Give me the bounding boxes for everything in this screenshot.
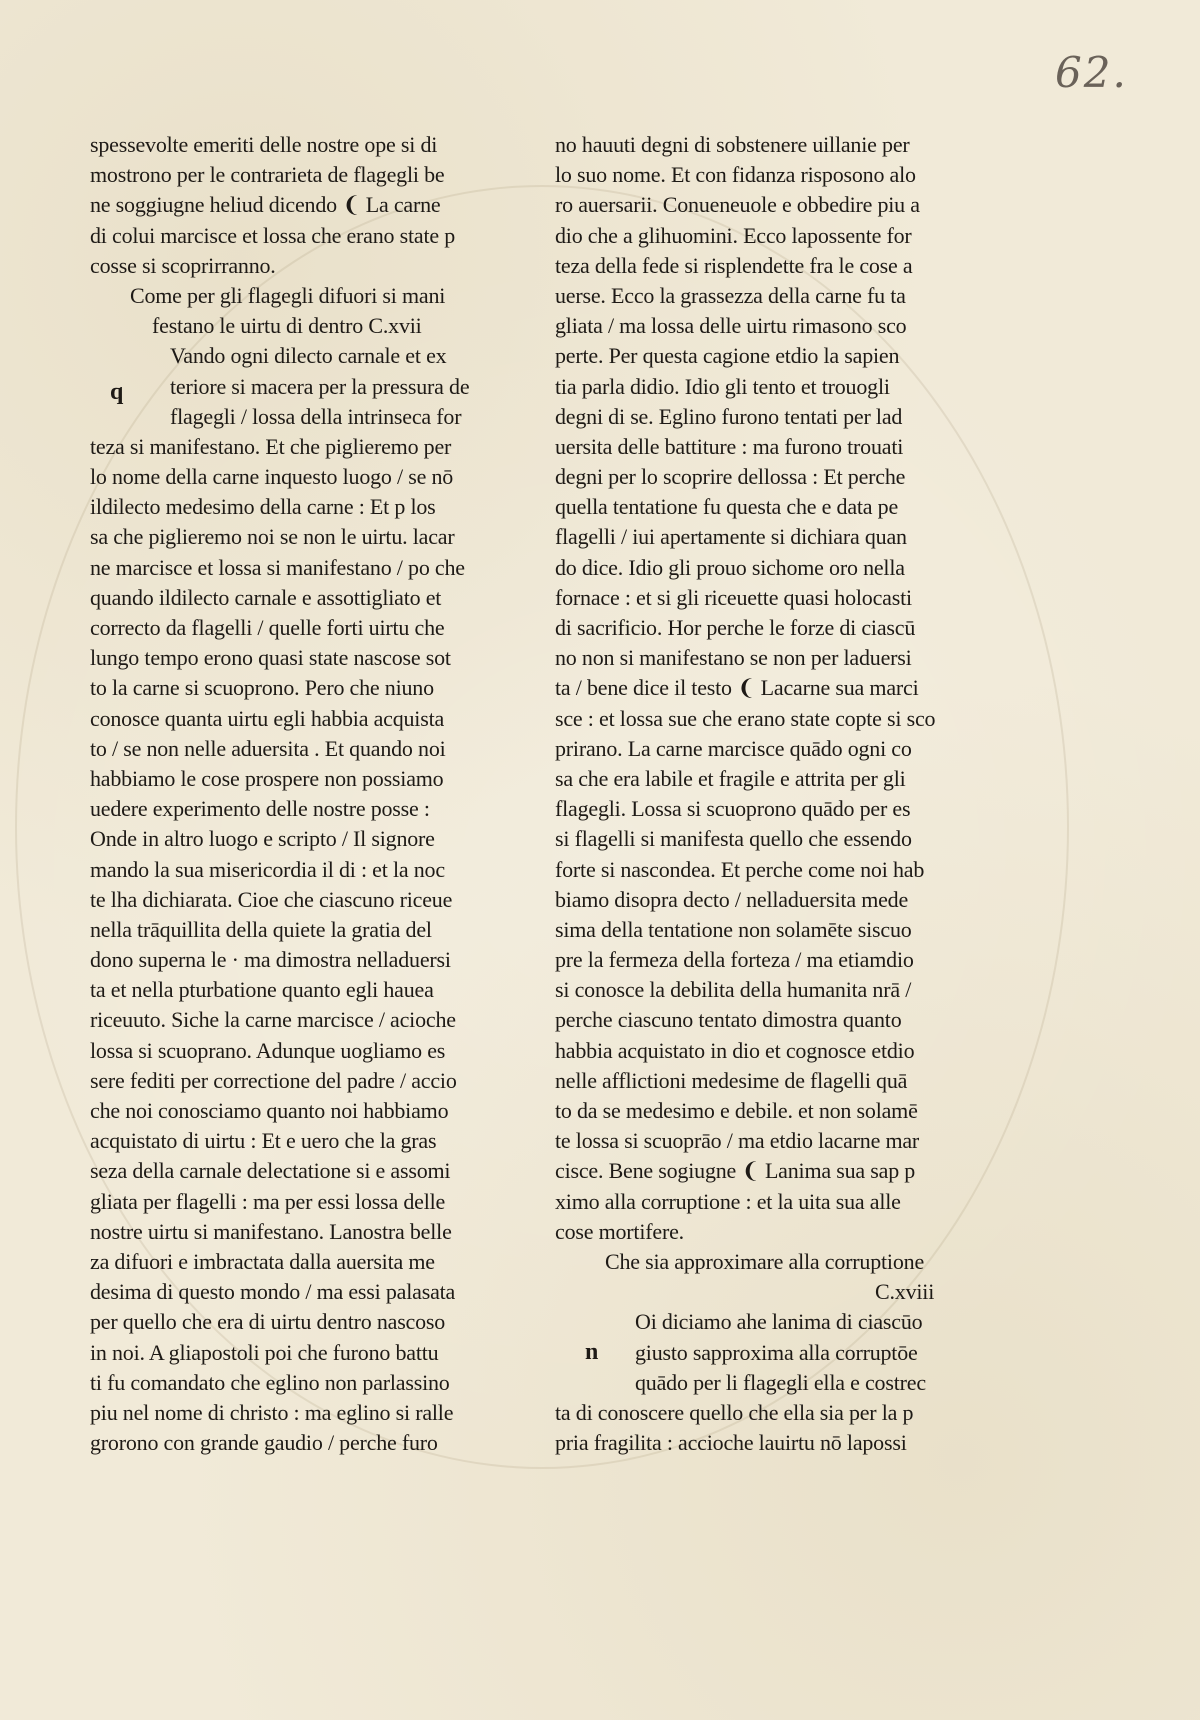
text-line: tia parla didio. Idio gli tento et trouogli (555, 373, 890, 399)
text-line: ta / bene dice il testo ❨ Lacarne sua marci (555, 675, 919, 701)
text-line: correcto da flagelli / quelle forti uirtu che (90, 615, 445, 640)
text-line: sima della tentatione non solamēte siscuo (555, 916, 912, 942)
text-line: dono superna le · ma dimostra nelladuersi (90, 947, 451, 973)
text-line: desima di questo mondo / ma essi palasata (90, 1279, 456, 1305)
text-line: riceuuto. Siche la carne marcisce / acioche (90, 1007, 456, 1033)
text-line: lossa si scuoprano. Adunque uogliamo es (90, 1037, 446, 1063)
text-line: cose mortifere. (555, 1218, 684, 1244)
text-line: ro auersarii. Conueneuole e obbedire piu a (555, 192, 920, 218)
text-line: nella trāquillita della quiete la gratia del (90, 916, 432, 942)
text-line: pria fragilita : accioche lauirtu nō lapossi (555, 1430, 907, 1456)
text-line: di sacrificio. Hor perche le forze di ciascū (555, 615, 916, 640)
text-line: sa che piglieremo noi se non le uirtu. lacar (90, 524, 455, 550)
initial-block (90, 341, 510, 432)
initial-block (555, 1307, 980, 1458)
text-line: Oi diciamo ahe lanima di ciascūo (635, 1309, 923, 1335)
text-line: habbia acquistato in dio et cognosce etdio (555, 1037, 915, 1063)
text-line: gliata / ma lossa delle uirtu rimasono sco (555, 313, 907, 339)
text-line: ti fu comandato che eglino non parlassino (90, 1369, 450, 1395)
text-line: quādo per li flagegli ella e costrec (635, 1369, 926, 1395)
text-line: in noi. A gliapostoli poi che furono battu (90, 1339, 439, 1365)
right-column (555, 130, 980, 1458)
text-line: flagelli / iui apertamente si dichiara quan (555, 524, 907, 550)
text-line: to / se non nelle aduersita . Et quando noi (90, 735, 446, 761)
heading-line: Che sia approximare alla corruptione (605, 1248, 925, 1274)
chapter-heading-xvii (90, 281, 510, 341)
text-line: ne soggiugne heliud dicendo ❨ La carne (90, 192, 441, 218)
text-line: ildilecto medesimo della carne : Et p los (90, 494, 436, 520)
text-line: acquistato di uirtu : Et e uero che la gras (90, 1128, 437, 1154)
text-line: perte. Per questa cagione etdio la sapien (555, 343, 900, 369)
guide-letter: n (585, 1339, 599, 1366)
text-line: giusto sapproxima alla corruptōe (635, 1339, 918, 1365)
text-line: quella tentatione fu questa che e data pe (555, 494, 899, 520)
heading-line: C.xviii (875, 1279, 935, 1305)
text-line: si conosce la debilita della humanita nrā / (555, 977, 912, 1003)
text-line: cosse si scoprirranno. (90, 252, 276, 278)
text-line: fornace : et si gli riceuette quasi holocasti (555, 584, 912, 610)
text-line: che noi conosciamo quanto noi habbiamo (90, 1098, 449, 1123)
text-line: ta di conoscere quello che ella sia per la p (555, 1399, 914, 1425)
text-line: prirano. La carne marcisce quādo ogni co (555, 735, 912, 761)
chapter-heading-xviii (555, 1247, 980, 1307)
text-line: no non si manifestano se non per laduersi (555, 645, 912, 671)
text-line: dio che a glihuomini. Ecco lapossente for (555, 222, 912, 248)
text-line: di colui marcisce et lossa che erano state p (90, 222, 456, 248)
text-line: teza si manifestano. Et che piglieremo per (90, 433, 452, 459)
text-line: sa che era labile et fragile e attrita per gli (555, 765, 906, 791)
heading-line: Come per gli flagegli difuori si mani (130, 282, 446, 308)
text-line: grorono con grande gaudio / perche furo (90, 1430, 438, 1456)
text-line: degni di se. Eglino furono tentati per lad (555, 403, 903, 429)
left-text-after (90, 432, 510, 1458)
text-line: to la carne si scuoprono. Pero che niuno (90, 675, 434, 701)
text-line: Onde in altro luogo e scripto / Il signore (90, 826, 435, 852)
text-line: lo suo nome. Et con fidanza risposono alo (555, 162, 916, 188)
right-text-before (555, 130, 980, 1247)
text-line: mando la sua misericordia il di : et la noc (90, 856, 445, 882)
text-line: no hauuti degni di sobstenere uillanie per (555, 132, 910, 157)
text-line: ta et nella pturbatione quanto egli hauea (90, 977, 434, 1003)
text-line: ximo alla corruptione : et la uita sua alle (555, 1188, 901, 1214)
text-line: do dice. Idio gli prouo sichome oro nella (555, 554, 905, 580)
left-column (90, 130, 510, 1458)
text-line: piu nel nome di christo : ma eglino si ralle (90, 1399, 454, 1425)
text-line: teriore si macera per la pressura de (170, 373, 470, 399)
text-line: za difuori e imbractata dalla auersita me (90, 1248, 435, 1274)
left-text-before (90, 130, 510, 281)
text-line: si flagelli si manifesta quello che essendo (555, 826, 912, 852)
text-line: forte si nascondea. Et perche come noi hab (555, 856, 925, 882)
text-line: nostre uirtu si manifestano. Lanostra belle (90, 1218, 452, 1244)
text-line: habbiamo le cose prospere non possiamo (90, 765, 444, 791)
text-line: flagegli / lossa della intrinseca for (170, 403, 462, 429)
text-line: biamo disopra decto / nelladuersita mede (555, 886, 909, 912)
text-line: uersita delle battiture : ma furono trouati (555, 433, 904, 459)
text-line: sere fediti per correctione del padre / accio (90, 1067, 457, 1093)
guide-letter: q (110, 379, 124, 406)
text-line: quando ildilecto carnale e assottigliato et (90, 584, 442, 610)
text-line: seza della carnale delectatione si e assomi (90, 1158, 451, 1184)
text-line: per quello che era di uirtu dentro nascoso (90, 1309, 446, 1335)
heading-line: festano le uirtu di dentro C.xvii (152, 313, 422, 339)
text-line: gliata per flagelli : ma per essi lossa delle (90, 1188, 446, 1214)
text-line: degni per lo scoprire dellossa : Et perche (555, 464, 906, 490)
text-line: to da se medesimo e debile. et non solamē (555, 1098, 918, 1123)
text-line: Vando ogni dilecto carnale et ex (170, 343, 447, 369)
text-line: perche ciascuno tentato dimostra quanto (555, 1007, 902, 1033)
folio-number: 62. (1055, 48, 1128, 97)
text-line: sce : et lossa sue che erano state copte si sco (555, 705, 936, 731)
text-line: te lossa si scuoprāo / ma etdio lacarne mar (555, 1128, 920, 1154)
text-line: spessevolte emeriti delle nostre ope si di (90, 132, 438, 157)
text-line: ne marcisce et lossa si manifestano / po che (90, 554, 465, 580)
text-line: lungo tempo erono quasi state nascose sot (90, 645, 451, 671)
text-line: conosce quanta uirtu egli habbia acquista (90, 705, 445, 731)
text-line: flagegli. Lossa si scuoprono quādo per es (555, 796, 911, 822)
text-line: nelle afflictioni medesime de flagelli quā (555, 1067, 908, 1093)
text-line: te lha dichiarata. Cioe che ciascuno riceue (90, 886, 453, 912)
text-line: cisce. Bene sogiugne ❨ Lanima sua sap p (555, 1158, 916, 1184)
text-line: mostrono per le contrarieta de flagegli be (90, 162, 445, 188)
text-line: uedere experimento delle nostre posse : (90, 796, 430, 822)
text-line: lo nome della carne inquesto luogo / se nō (90, 464, 454, 490)
text-line: teza della fede si risplendette fra le cose a (555, 252, 913, 278)
text-line: uerse. Ecco la grassezza della carne fu ta (555, 282, 906, 308)
text-line: pre la fermeza della forteza / ma etiamdio (555, 947, 914, 973)
